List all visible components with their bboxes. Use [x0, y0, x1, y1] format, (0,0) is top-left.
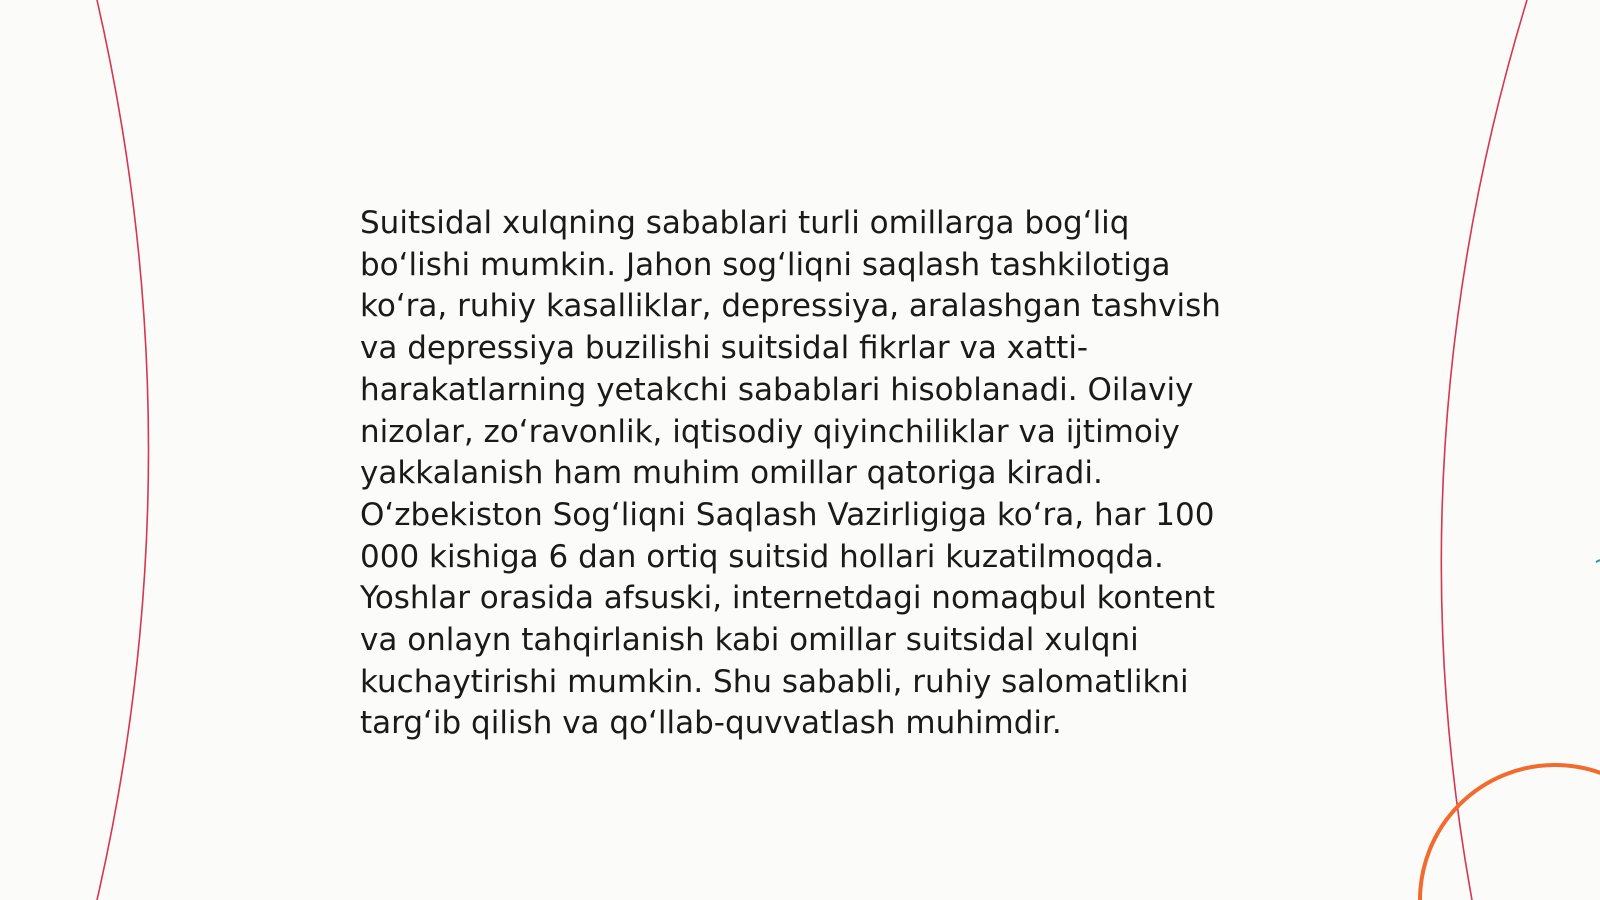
left-arc-line: [97, 0, 149, 900]
slide-paragraph: Suitsidal xulqning sabablari turli omillarga bog‘liq bo‘lishi mumkin. Jahon sog‘liqni saqlash tashkilotiga ko‘ra, ruhiy kasalliklar, depressiya, aralashgan tashvish va depressiya buzilishi suitsidal fikrlar va xatti-harakatlarning yetakchi sabablari hisoblanadi. Oilaviy nizolar, zo‘ravonlik, iqtisodiy qiyinchiliklar va ijtimoiy yakkalanish ham muhim omillar qatoriga kiradi. O‘zbekiston Sog‘liqni Saqlash Vazirligiga ko‘ra, har 100 000 kishiga 6 dan ortiq suitsid hollari kuzatilmoqda. Yoshlar orasida afsuski, internetdagi nomaqbul kontent va onlayn tahqirlanish kabi omillar suitsidal xulqni kuchaytirishi mumkin. Shu sababli, ruhiy salomatlikni targ‘ib qilish va qo‘llab-quvvatlash muhimdir.: [360, 205, 1221, 742]
right-arc-line: [1441, 0, 1527, 900]
accent-circle: [1420, 765, 1600, 900]
accent-dot: [1596, 560, 1600, 562]
